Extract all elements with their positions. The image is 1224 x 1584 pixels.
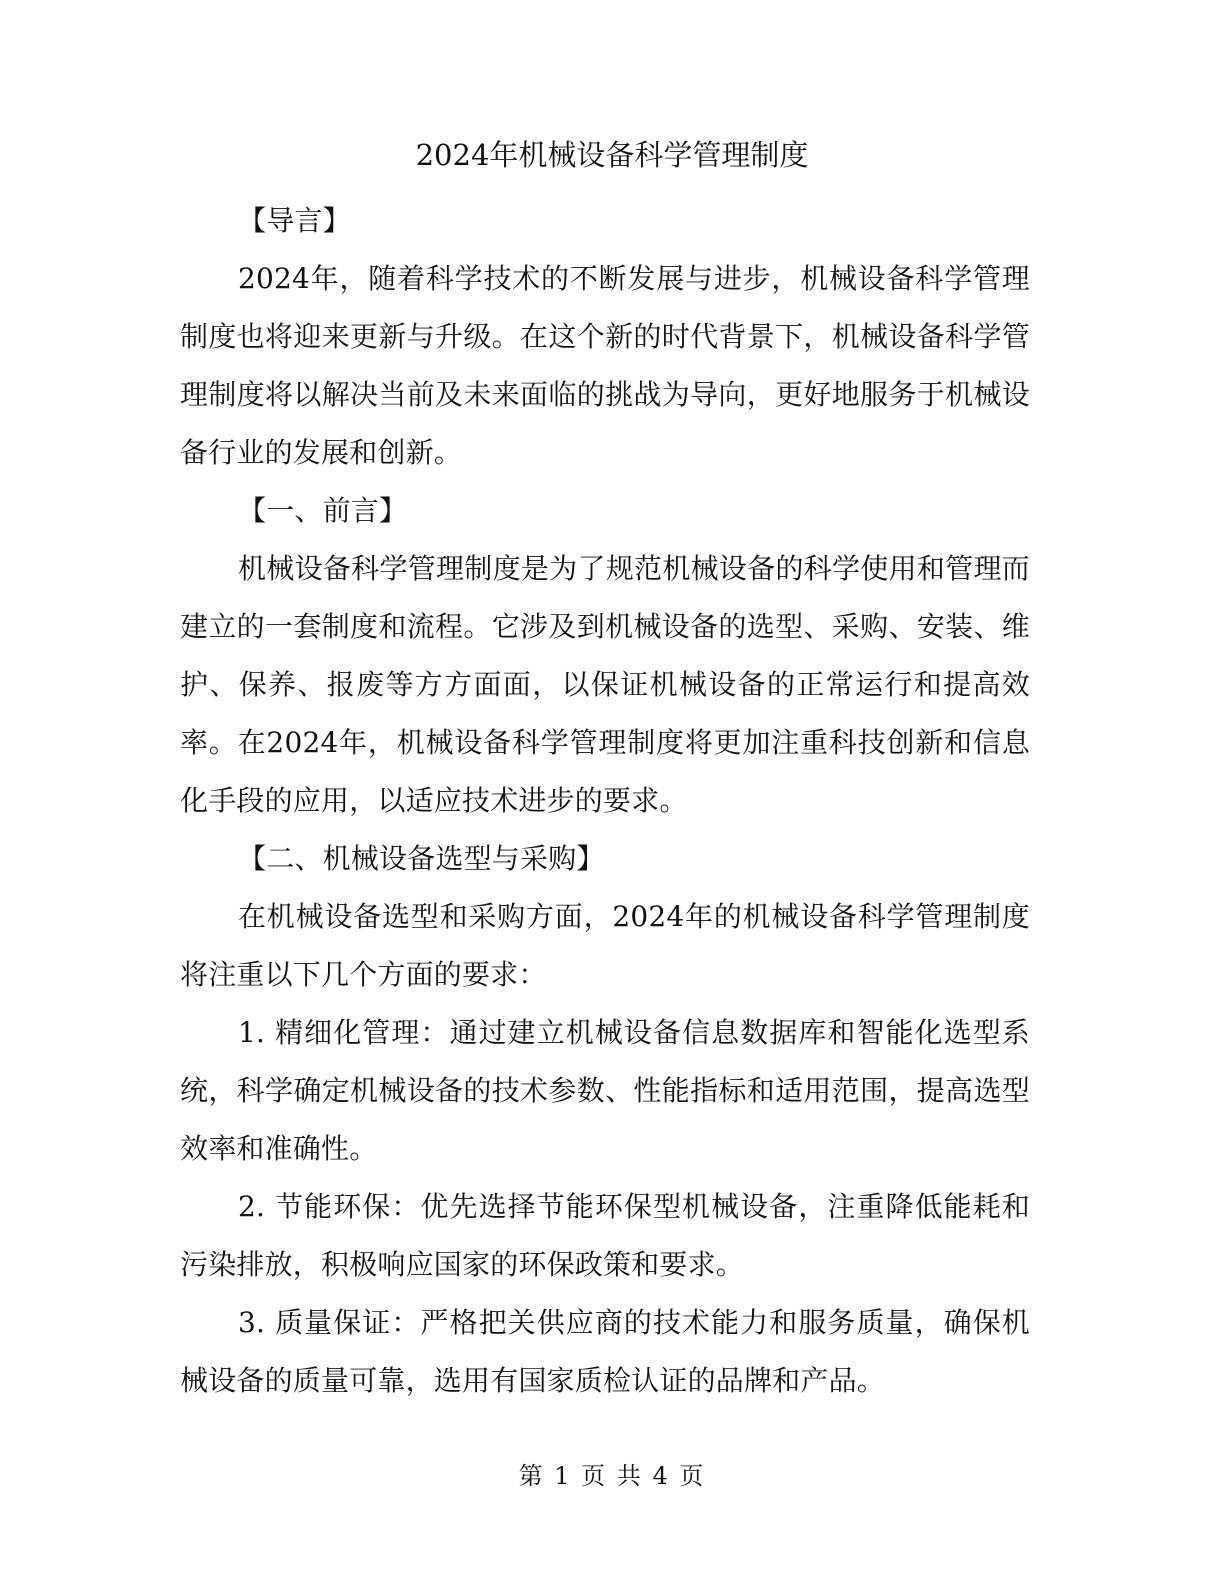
paragraph-introduction: 2024年，随着科学技术的不断发展与进步，机械设备科学管理制度也将迎来更新与升级。在这个新的时代背景下，机械设备科学管理制度将以解决当前及未来面临的挑战为导向，更好地服务于机械设备行业的发展和创新。 [180, 262, 1030, 469]
heading-preface: 【一、前言】 [238, 494, 408, 527]
document-body [180, 192, 1030, 1410]
heading-introduction: 【导言】 [238, 204, 351, 237]
document-title: 2024年机械设备科学管理制度 [415, 138, 809, 172]
paragraph-preface: 机械设备科学管理制度是为了规范机械设备的科学使用和管理而建立的一套制度和流程。它涉及到机械设备的选型、采购、安装、维护、保养、报废等方方面面，以保证机械设备的正常运行和提高效率。在2024年，机械设备科学管理制度将更加注重科技创新和信息化手段的应用，以适应技术进步的要求。 [180, 552, 1030, 817]
page-footer: 第 1 页 共 4 页 [518, 1462, 706, 1490]
heading-selection-procurement: 【二、机械设备选型与采购】 [238, 842, 605, 875]
list-item-quality-assurance: 3. 质量保证：严格把关供应商的技术能力和服务质量，确保机械设备的质量可靠，选用有国家质检认证的品牌和产品。 [180, 1306, 1030, 1397]
paragraph-selection-intro: 在机械设备选型和采购方面，2024年的机械设备科学管理制度将注重以下几个方面的要求： [180, 900, 1030, 991]
list-item-refined-management: 1. 精细化管理：通过建立机械设备信息数据库和智能化选型系统，科学确定机械设备的技术参数、性能指标和适用范围，提高选型效率和准确性。 [180, 1016, 1030, 1165]
list-item-energy-saving: 2. 节能环保：优先选择节能环保型机械设备，注重降低能耗和污染排放，积极响应国家的环保政策和要求。 [180, 1190, 1030, 1281]
